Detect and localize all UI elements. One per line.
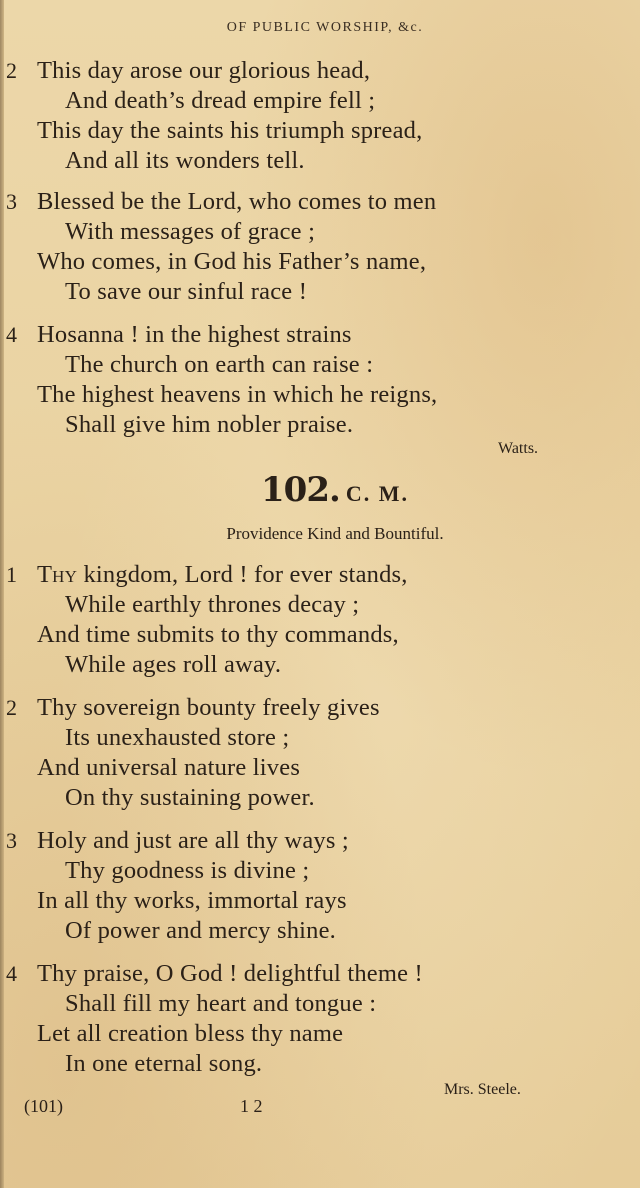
verse-line: The church on earth can raise : xyxy=(65,351,374,378)
stanza-number: 4 xyxy=(6,961,18,986)
verse-line: While ages roll away. xyxy=(65,651,282,678)
hymn-number: 102. xyxy=(261,470,340,510)
verse-line: In all thy works, immortal rays xyxy=(37,887,347,914)
author-attribution: Watts. xyxy=(498,440,539,457)
stanza-3 xyxy=(0,826,640,946)
verse-line: Thy sovereign bounty freely gives xyxy=(37,694,380,721)
verse-line: With messages of grace ; xyxy=(65,218,316,245)
stanza-number: 3 xyxy=(6,189,18,214)
verse-line: Shall give him nobler praise. xyxy=(65,411,354,438)
verse-line: The highest heavens in which he reigns, xyxy=(37,381,438,408)
initial-word: Thy xyxy=(37,561,78,588)
verse-line: Hosanna ! in the highest strains xyxy=(37,321,352,348)
verse-line: Thy goodness is divine ; xyxy=(65,857,310,884)
verse-line: And death’s dread empire fell ; xyxy=(65,87,376,114)
verse-line: Its unexhausted store ; xyxy=(65,724,290,751)
stanza-4 xyxy=(0,959,640,1079)
verse-line: And time submits to thy commands, xyxy=(37,621,399,648)
stanza-number: 1 xyxy=(6,562,18,587)
verse-line: On thy sustaining power. xyxy=(65,784,315,811)
verse-line: Holy and just are all thy ways ; xyxy=(37,827,349,854)
stanza-number: 2 xyxy=(6,58,18,83)
stanza-prev-4 xyxy=(0,320,640,440)
verse-line: This day the saints his triumph spread, xyxy=(37,117,423,144)
verse-line: kingdom, Lord ! for ever stands, xyxy=(77,561,408,588)
verse-line: And all its wonders tell. xyxy=(65,147,305,174)
stanza-number: 3 xyxy=(6,828,18,853)
hymn-title: Providence Kind and Bountiful. xyxy=(226,524,444,543)
verse-line: While earthly thrones decay ; xyxy=(65,591,360,618)
author-attribution: Mrs. Steele. xyxy=(444,1081,521,1098)
verse-line: Who comes, in God his Father’s name, xyxy=(37,248,427,275)
hymn-heading xyxy=(0,470,640,510)
verse-line: In one eternal song. xyxy=(65,1050,263,1077)
verse-line: Of power and mercy shine. xyxy=(65,917,337,944)
signature-mark: (101) xyxy=(24,1096,63,1116)
stanza-prev-2 xyxy=(0,56,640,176)
stanza-prev-3 xyxy=(0,187,640,307)
verse-line: Shall fill my heart and tongue : xyxy=(65,990,377,1017)
verse-line: Blessed be the Lord, who comes to men xyxy=(37,188,437,215)
verse-line: And universal nature lives xyxy=(37,754,301,781)
verse-line: This day arose our glorious head, xyxy=(37,57,371,84)
verse-line: Let all creation bless thy name xyxy=(37,1020,344,1047)
running-head: OF PUBLIC WORSHIP, &c. xyxy=(226,20,424,35)
stanza-number: 4 xyxy=(6,322,18,347)
verse-line: Thy praise, O God ! delightful theme ! xyxy=(37,960,423,987)
hymn-meter: C. M. xyxy=(345,481,409,506)
stanza-1 xyxy=(0,560,640,680)
stanza-number: 2 xyxy=(6,695,18,720)
verse-line: To save our sinful race ! xyxy=(65,278,308,305)
stanza-2 xyxy=(0,693,640,813)
gathering-mark: 1 2 xyxy=(240,1096,263,1116)
